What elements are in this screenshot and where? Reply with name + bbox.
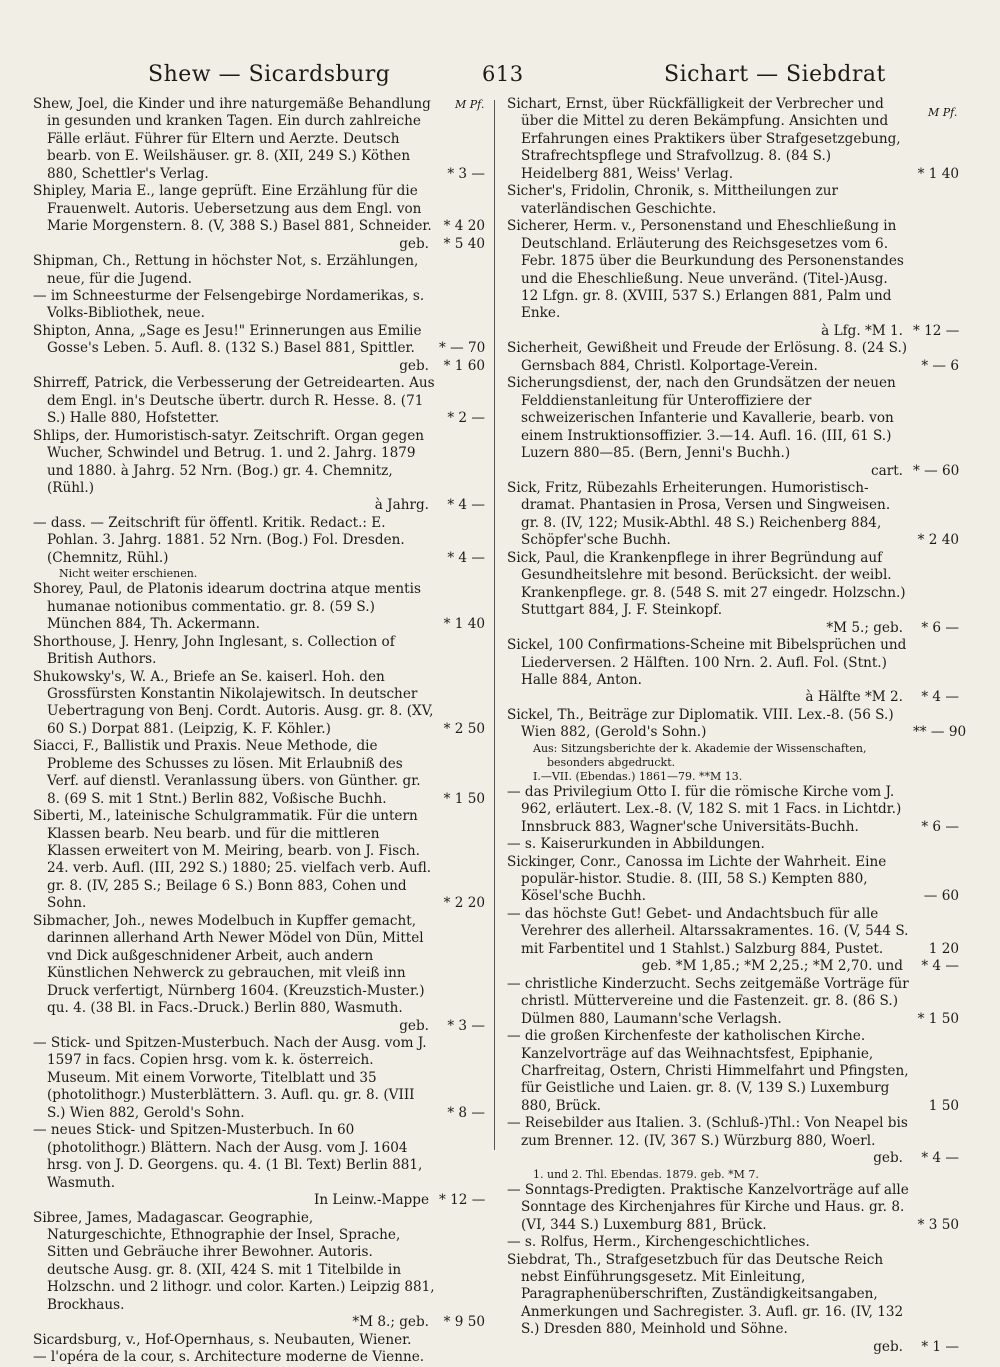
bibliography-entry — [507, 183, 959, 218]
entry-text: Sicherungsdienst, der, nach den Grundsätzen der neuen Felddienstanleitung für Unteroffiziere der schweizerischen Infanterie und Kavallerie, bearb. von einem Instruktionsoffizier. 3.—14. Aufl. 16. (III, 61 S.) Luzern 880—85. (Bern, Jenni's Buchh.) — [507, 375, 896, 462]
bibliography-entry — [33, 913, 485, 1018]
left-column — [33, 96, 485, 1367]
entry-price: * 4 — — [921, 958, 959, 975]
entry-note — [507, 742, 959, 770]
entry-price: * 2 50 — [443, 720, 485, 737]
entry-price: * 3 50 — [917, 1216, 959, 1233]
entry-text: Sichart, Ernst, über Rückfälligkeit der Verbrecher und über die Mittel zu deren Bekämpfung. Ansichten und Erfahrungen eines Praktikers über Strafgesetzgebung, Strafrechtspflege und Strafvollzug. 8. (84 S.) Heidelberg 881, Weiss' Verlag. — [507, 96, 901, 182]
entry-text: — Sonntags-Predigten. Praktische Kanzelvorträge auf alle Sonntage des Kirchenjahres für Kirche und Haus. gr. 8. (VI, 344 S.) Luxemburg 881, Brück. — [507, 1181, 909, 1233]
entry-price: * 2 20 — [443, 895, 485, 912]
bibliography-entry — [507, 706, 967, 742]
entry-text: cart. — [871, 462, 903, 479]
entry-text: — s. Rolfus, Herm., Kirchengeschichtliches. — [507, 1234, 810, 1251]
entry-text: Sickel, Th., Beiträge zur Diplomatik. VIII. Lex.-8. (56 S.) Wien 882, (Gerold's Sohn.) — [507, 706, 894, 741]
entry-text: Shorey, Paul, de Platonis idearum doctrina atque mentis humanae notionibus commentatio. gr. 8. (59 S.) München 884, Th. Ackermann. — [33, 581, 421, 633]
bibliography-entry — [33, 669, 485, 739]
bibliography-entry — [33, 288, 485, 323]
entry-price: 1 20 — [928, 940, 959, 957]
bibliography-entry — [33, 1349, 485, 1366]
entry-text: *M 8.; geb. — [352, 1314, 429, 1331]
entry-price: * 4 — — [921, 1150, 959, 1167]
entry-text: Sibmacher, Joh., newes Modelbuch in Kupffer gemacht, darinnen allerhand Arth Newer Mödel von Dün, Mittel vnd Dick außgeschnidener Arbeit, auch andern Künstlichen Nehwerck zu gebrauchen, mit vleiß inn Druck verfertigt, Nürnberg 1604. (Kreuzstich-Muster.) qu. 4. (38 Bl. in Facs.-Druck.) Berlin 880, Wasmuth. — [33, 912, 425, 1017]
entry-price: ** — 90 — [913, 724, 967, 741]
bibliography-entry — [33, 358, 485, 375]
entry-text: — l'opéra de la cour, s. Architecture moderne de Vienne. — [33, 1349, 425, 1366]
bibliography-entry — [33, 738, 485, 808]
bibliography-entry — [33, 183, 485, 235]
bibliography-entry — [507, 1182, 959, 1234]
entry-price: * 9 50 — [443, 1314, 485, 1331]
bibliography-entry — [33, 428, 485, 498]
bibliography-entry — [507, 375, 959, 462]
bibliography-entry — [33, 1332, 485, 1349]
entry-text: à Hälfte *M 2. — [805, 689, 903, 706]
bibliography-entry — [33, 808, 485, 913]
entry-price: * 2 40 — [917, 532, 959, 549]
entry-price: * 4 — — [921, 689, 959, 706]
bibliography-entry — [33, 253, 485, 288]
bibliography-entry — [507, 784, 959, 836]
entry-note — [507, 1168, 959, 1182]
entry-text: Sickinger, Conr., Canossa im Lichte der Wahrheit. Eine populär-histor. Studie. 8. (III, 58 S.) Kempten 880, Kösel'sche Buchh. — [507, 853, 887, 905]
entry-note — [33, 567, 485, 581]
entry-text: — das Privilegium Otto I. für die römische Kirche vom J. 962, erläutert. Lex.-8. (V, 182 S. mit 1 Facs. in Lichtdr.) Innsbruck 883, Wagner'sche Universitäts-Buchh. — [507, 783, 902, 835]
entry-text: — s. Kaiserurkunden in Abbildungen. — [507, 836, 765, 853]
entry-text: geb. — [399, 1017, 429, 1034]
bibliography-entry — [507, 550, 959, 620]
entry-price: * 1 50 — [917, 1010, 959, 1027]
entry-price: * 4 20 — [443, 218, 485, 235]
entry-text: geb. — [873, 1338, 903, 1355]
bibliography-entry — [33, 634, 485, 669]
running-head-left: Shew — Sicardsburg — [148, 62, 391, 87]
bibliography-entry — [33, 1122, 485, 1192]
bibliography-entry — [507, 340, 959, 375]
entry-text: Sick, Fritz, Rübezahls Erheiterungen. Humoristisch-dramat. Phantasien in Prosa, Versen und Singweisen. gr. 8. (IV, 122; Musik-Abthl. 48 S.) Reichenberg 884, Schöpfer'sche Buchh. — [507, 479, 891, 549]
entry-text: à Jahrg. — [374, 497, 429, 514]
entry-text: Sicherer, Herm. v., Personenstand und Eheschließung in Deutschland. Erläuterung des Reichsgesetzes vom 6. Febr. 1875 über die Beurkundung des Personenstandes und die Eheschließung. Neue unveränd. (Titel-)Ausg. 12 Lfgn. gr. 8. (XVIII, 537 S.) Erlangen 881, Palm und Enke. — [507, 218, 904, 322]
entry-text: In Leinw.-Mappe — [313, 1192, 429, 1209]
entry-price: — 60 — [923, 888, 959, 905]
bibliography-entry — [33, 1314, 485, 1331]
entry-text: Shlips, der. Humoristisch-satyr. Zeitschrift. Organ gegen Wucher, Schwindel und Betrug. 1. und 2. Jahrg. 1879 und 1880. à Jahrg. 52 Nrn. (Bog.) gr. 4. Chemnitz, (Rühl.) — [33, 427, 424, 496]
entry-text: Sick, Paul, die Krankenpflege in ihrer Begründung auf Gesundheitslehre mit besond. Berücksicht. der weibl. Krankenpflege. gr. 8. (548 S. mit 27 eingedr. Holzschn.) Stuttgart 884, J. F. Steinkopf. — [507, 549, 906, 619]
column-divider — [494, 100, 495, 1150]
entry-text: Sickel, 100 Confirmations-Scheine mit Bibelsprüchen und Liederversen. 2 Hälften. 100 Nrn. 2. Aufl. Fol. (Stnt.) Halle 884, Anton. — [507, 637, 907, 688]
price-column-header-left: M Pf. — [455, 98, 485, 111]
bibliography-entry — [507, 1339, 959, 1356]
bibliography-entry — [33, 236, 485, 253]
bibliography-entry — [507, 976, 959, 1028]
entry-price: * 2 — — [447, 410, 485, 427]
bibliography-entry — [507, 620, 959, 637]
entry-price: * 5 40 — [443, 235, 485, 252]
entry-price: * — 6 — [921, 357, 959, 374]
bibliography-entry — [507, 637, 959, 689]
entry-text: Siberti, M., lateinische Schulgrammatik. Für die untern Klassen bearb. Neu bearb. und für die mittleren Klassen erweitert von M. Meiring, bearb. von J. Fisch. 24. verb. Aufl. (III, 292 S.) 1880; 25. vielfach verb. Aufl. gr. 8. (IV, 285 S.; Beilage 6 S.) Bonn 883, Cohen und Sohn. — [33, 808, 432, 912]
bibliography-entry — [507, 1252, 959, 1339]
entry-text: Shipton, Anna, „Sage es Jesu!" Erinnerungen aus Emilie Gosse's Leben. 5. Aufl. 8. (132 S.) Basel 881, Spittler. — [33, 322, 422, 357]
bibliography-entry — [507, 1150, 959, 1167]
entry-text: Siebdrat, Th., Strafgesetzbuch für das Deutsche Reich nebst Einführungsgesetz. Mit Einleitung, Paragraphenüberschriften, Zuständigkeitsangaben, Anmerkungen und Sachregister. 3. Aufl. gr. 16. (IV, 132 S.) Dresden 880, Meinhold und Söhne. — [507, 1251, 904, 1338]
bibliography-entry — [507, 96, 959, 183]
bibliography-entry — [33, 1035, 485, 1122]
entry-text: — christliche Kinderzucht. Sechs zeitgemäße Vorträge für christl. Müttervereine und die Fastenzeit. gr. 8. (86 S.) Dülmen 880, Laumann'sche Verlagsh. — [507, 975, 909, 1027]
entry-note — [507, 770, 959, 784]
entry-price: 1 50 — [928, 1097, 959, 1114]
entry-text: Shipman, Ch., Rettung in höchster Not, s. Erzählungen, neue, für die Jugend. — [33, 253, 419, 287]
bibliography-entry — [33, 323, 485, 358]
entry-text: Sicardsburg, v., Hof-Opernhaus, s. Neubauten, Wiener. — [33, 1331, 412, 1348]
bibliography-entry — [507, 480, 959, 550]
price-column-header-right: M Pf. — [928, 106, 958, 119]
entry-text: — im Schneesturme der Felsengebirge Nordamerikas, s. Volks-Bibliothek, neue. — [33, 287, 425, 322]
entry-text: geb. *M 1,85.; *M 2,25.; *M 2,70. und — [641, 958, 903, 975]
right-column — [507, 96, 967, 1356]
entry-text: Shirreff, Patrick, die Verbesserung der Getreidearten. Aus dem Engl. in's Deutsche übertr. durch R. Hesse. 8. (71 S.) Halle 880, Hofstetter. — [33, 375, 435, 427]
entry-text: Shipley, Maria E., lange geprüft. Eine Erzählung für die Frauenwelt. Autoris. Uebersetzung aus dem Engl. von Marie Morgenstern. 8. (V, 388 S.) Basel 881, Schneider. — [33, 183, 432, 235]
entry-price: * 8 — — [447, 1104, 485, 1121]
entry-price: * — 60 — [913, 462, 960, 479]
entry-price: * 4 — — [447, 497, 485, 514]
bibliography-entry — [33, 1018, 485, 1035]
entry-text: — Stick- und Spitzen-Musterbuch. Nach der Ausg. vom J. 1597 in facs. Copien hrsg. vom k. k. österreich. Museum. Mit einem Vorworte, Titelblatt und 35 (photolithogr.) Musterblättern. 3. Aufl. qu. gr. 8. (VIII S.) Wien 882, Gerold's Sohn. — [33, 1035, 427, 1121]
bibliography-entry — [33, 1192, 485, 1209]
entry-text: Shukowsky's, W. A., Briefe an Se. kaiserl. Hoh. den Grossfürsten Konstantin Nikolajewitsch. In deutscher Uebertragung von Benj. Cordt. Autoris. Ausg. gr. 8. (XV, 60 S.) Dorpat 881. (Leipzig, K. F. Köhler.) — [33, 668, 434, 737]
bibliography-entry — [507, 906, 959, 958]
entry-text: geb. — [399, 235, 429, 252]
entry-price: * 1 50 — [443, 790, 485, 807]
entry-text: à Lfg. *M 1. — [821, 322, 903, 339]
bibliography-entry — [507, 689, 959, 706]
entry-text: Sicher's, Fridolin, Chronik, s. Mittheilungen zur vaterländischen Geschichte. — [507, 183, 839, 217]
entry-text: Shew, Joel, die Kinder und ihre naturgemäße Behandlung in gesunden und kranken Tagen. Ein durch zahlreiche Fälle erläut. Führer für Eltern und Aerzte. Deutsch bearb. von E. Weilshäuser. gr. 8. (XII, 249 S.) Köthen 880, Schettler's Verlag. — [33, 96, 431, 182]
entry-text: Siacci, F., Ballistik und Praxis. Neue Methode, die Probleme des Schusses zu lösen. Mit Erlaubniß des Verf. auf dienstl. Veranlassung übers. von Günther. gr. 8. (69 S. mit 1 Stnt.) Berlin 882, Voßische Buchh. — [33, 738, 421, 807]
running-head-right: Sichart — Siebdrat — [664, 62, 886, 87]
entry-price: * 1 60 — [443, 357, 485, 374]
entry-text: — dass. — Zeitschrift für öffentl. Kritik. Redact.: E. Pohlan. 3. Jahrg. 1881. 52 Nrn. (Bog.) Fol. Dresden. (Chemnitz, Rühl.) — [33, 514, 405, 566]
bibliography-entry — [507, 836, 959, 853]
bibliography-entry — [33, 581, 485, 633]
bibliography-entry — [507, 218, 959, 323]
entry-text: — das höchste Gut! Gebet- und Andachtsbuch für alle Verehrer des allerheil. Altarssakramentes. 16. (V, 544 S. mit Farbentitel und 1 Stahlst.) Salzburg 884, Pustet. — [507, 905, 909, 957]
bibliography-entry — [507, 854, 959, 906]
bibliography-entry — [507, 323, 959, 340]
bibliography-entry — [507, 1028, 959, 1115]
bibliography-entry — [33, 96, 485, 183]
entry-text: geb. — [873, 1150, 903, 1167]
entry-price: * 12 — — [439, 1192, 486, 1209]
entry-text: 1. und 2. Thl. Ebendas. 1879. geb. *M 7. — [533, 1167, 759, 1181]
bibliography-entry — [33, 1210, 485, 1315]
entry-price: * 1 40 — [917, 165, 959, 182]
bibliography-entry — [507, 1115, 959, 1150]
bibliography-entry — [33, 375, 485, 427]
entry-text: — die großen Kirchenfeste der katholischen Kirche. Kanzelvorträge auf das Weihnachtsfest, Epiphanie, Charfreitag, Ostern, Christi Himmelfahrt und Pfingsten, für Geistliche und Laien. gr. 8. (V, 139 S.) Luxemburg 880, Brück. — [507, 1028, 909, 1114]
bibliography-entry — [33, 515, 485, 567]
entry-price: * 1 — — [921, 1338, 959, 1355]
bibliography-entry — [33, 497, 485, 514]
entry-text: geb. — [399, 357, 429, 374]
entry-text: Shorthouse, J. Henry, John Inglesant, s. Collection of British Authors. — [33, 633, 395, 668]
entry-text: *M 5.; geb. — [826, 619, 903, 636]
entry-text: — neues Stick- und Spitzen-Musterbuch. In 60 (photolithogr.) Blättern. Nach der Ausg. vom J. 1604 hrsg. von J. D. Georgens. qu. 4. (1 Bl. Text) Berlin 881, Wasmuth. — [33, 1122, 423, 1191]
page-number: 613 — [482, 62, 524, 86]
entry-price: * 12 — — [913, 322, 960, 339]
bibliography-entry — [507, 463, 959, 480]
entry-price: * 3 — — [447, 1017, 485, 1034]
entry-text: — Reisebilder aus Italien. 3. (Schluß-)Thl.: Von Neapel bis zum Brenner. 12. (IV, 367 S.) Würzburg 880, Woerl. — [507, 1115, 908, 1149]
entry-price: * — 70 — [439, 340, 486, 357]
entry-text: I.—VII. (Ebendas.) 1861—79. **M 13. — [533, 769, 743, 783]
entry-text: Sibree, James, Madagascar. Geographie, Naturgeschichte, Ethnographie der Insel, Sprache, Sitten und Gebräuche ihrer Bewohner. Autoris. deutsche Ausg. gr. 8. (XII, 424 S. mit 1 Titelbilde in Holzschn. und 2 lithogr. und color. Karten.) Leipzig 881, Brockhaus. — [33, 1209, 435, 1313]
entry-price: * 4 — — [447, 549, 485, 566]
entry-text: Sicherheit, Gewißheit und Freude der Erlösung. 8. (24 S.) Gernsbach 884, Christl. Kolportage-Verein. — [507, 340, 908, 374]
bibliography-entry — [507, 1234, 959, 1251]
entry-text: Nicht weiter erschienen. — [59, 567, 198, 581]
entry-price: * 6 — — [921, 619, 959, 636]
entry-price: * 6 — — [921, 818, 959, 835]
entry-price: * 1 40 — [443, 616, 485, 633]
bibliography-entry — [507, 958, 959, 975]
entry-text: Aus: Sitzungsberichte der k. Akademie der Wissenschaften, besonders abgedruckt. — [533, 741, 867, 769]
entry-price: * 3 — — [447, 165, 485, 182]
